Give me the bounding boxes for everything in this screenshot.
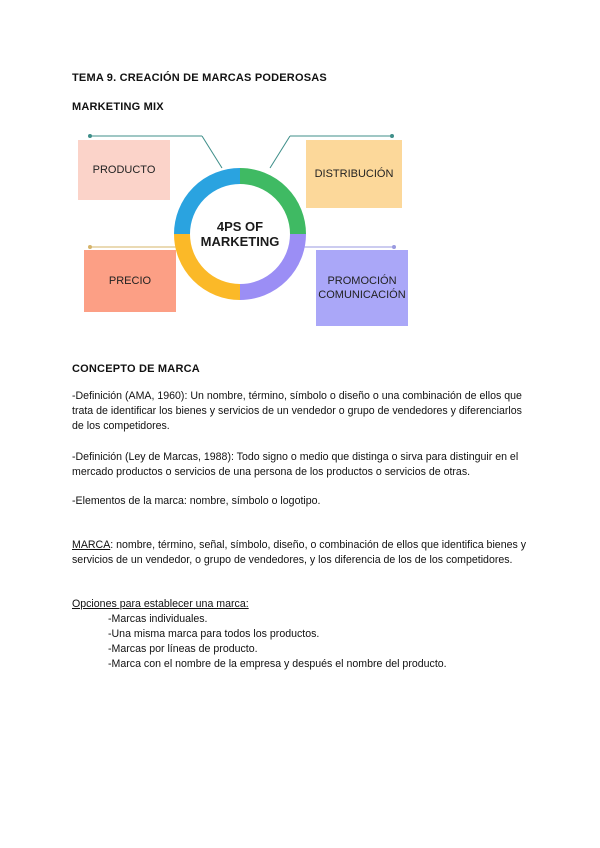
definition-ley-marcas: -Definición (Ley de Marcas, 1988): Todo signo o medio que distinga o sirva para distinguir en el mercado productos o servicios de una persona de los productos o servicios de otras. bbox=[72, 451, 519, 478]
marca-text: : nombre, término, señal, símbolo, diseño, o combinación de ellos que identifica bienes y servicios de un vendedor, o grupo de vendedores, y los diferencia de los de los competidores. bbox=[72, 539, 527, 566]
marca-paragraph bbox=[72, 538, 532, 568]
option-item-2: -Una misma marca para todos los productos. bbox=[108, 628, 320, 640]
option-item-3: -Marcas por líneas de producto. bbox=[108, 643, 258, 655]
options-title: Opciones para establecer una marca: bbox=[72, 598, 249, 610]
section-heading-concepto: CONCEPTO DE MARCA bbox=[72, 363, 200, 375]
option-item-4: -Marca con el nombre de la empresa y después el nombre del producto. bbox=[108, 658, 447, 670]
marca-label: MARCA bbox=[72, 539, 111, 551]
connector-dot-promocion bbox=[392, 245, 396, 249]
connector-producto-diag bbox=[202, 136, 222, 168]
label-distribucion: DISTRIBUCIÓN bbox=[314, 168, 394, 180]
label-precio: PRECIO bbox=[108, 275, 152, 287]
label-promocion-line1: PROMOCIÓN bbox=[327, 275, 397, 287]
marketing-mix-diagram bbox=[72, 128, 422, 333]
options-list bbox=[108, 612, 447, 672]
brand-elements: -Elementos de la marca: nombre, símbolo o logotipo. bbox=[72, 495, 321, 507]
connector-dot-distribucion bbox=[390, 134, 394, 138]
center-line1: 4PS OF bbox=[216, 219, 264, 234]
connector-dot-producto bbox=[88, 134, 92, 138]
label-producto: PRODUCTO bbox=[92, 164, 156, 176]
connector-dot-precio bbox=[88, 245, 92, 249]
center-line2: MARKETING bbox=[200, 234, 280, 249]
page-title: TEMA 9. CREACIÓN DE MARCAS PODEROSAS bbox=[72, 72, 327, 84]
label-promocion-line2: COMUNICACIÓN bbox=[318, 289, 406, 301]
section-heading-marketing-mix: MARKETING MIX bbox=[72, 101, 164, 113]
option-item-1: -Marcas individuales. bbox=[108, 613, 208, 625]
label-promocion bbox=[316, 250, 408, 326]
definition-ama: -Definición (AMA, 1960): Un nombre, término, símbolo o diseño o una combinación de ellos que trata de identificar los bienes y servicios de un vendedor o grupo de vendedores y diferenciarlos de los competidores. bbox=[72, 390, 522, 432]
connector-distribucion-diag bbox=[270, 136, 290, 168]
diagram-center-label bbox=[191, 210, 289, 258]
